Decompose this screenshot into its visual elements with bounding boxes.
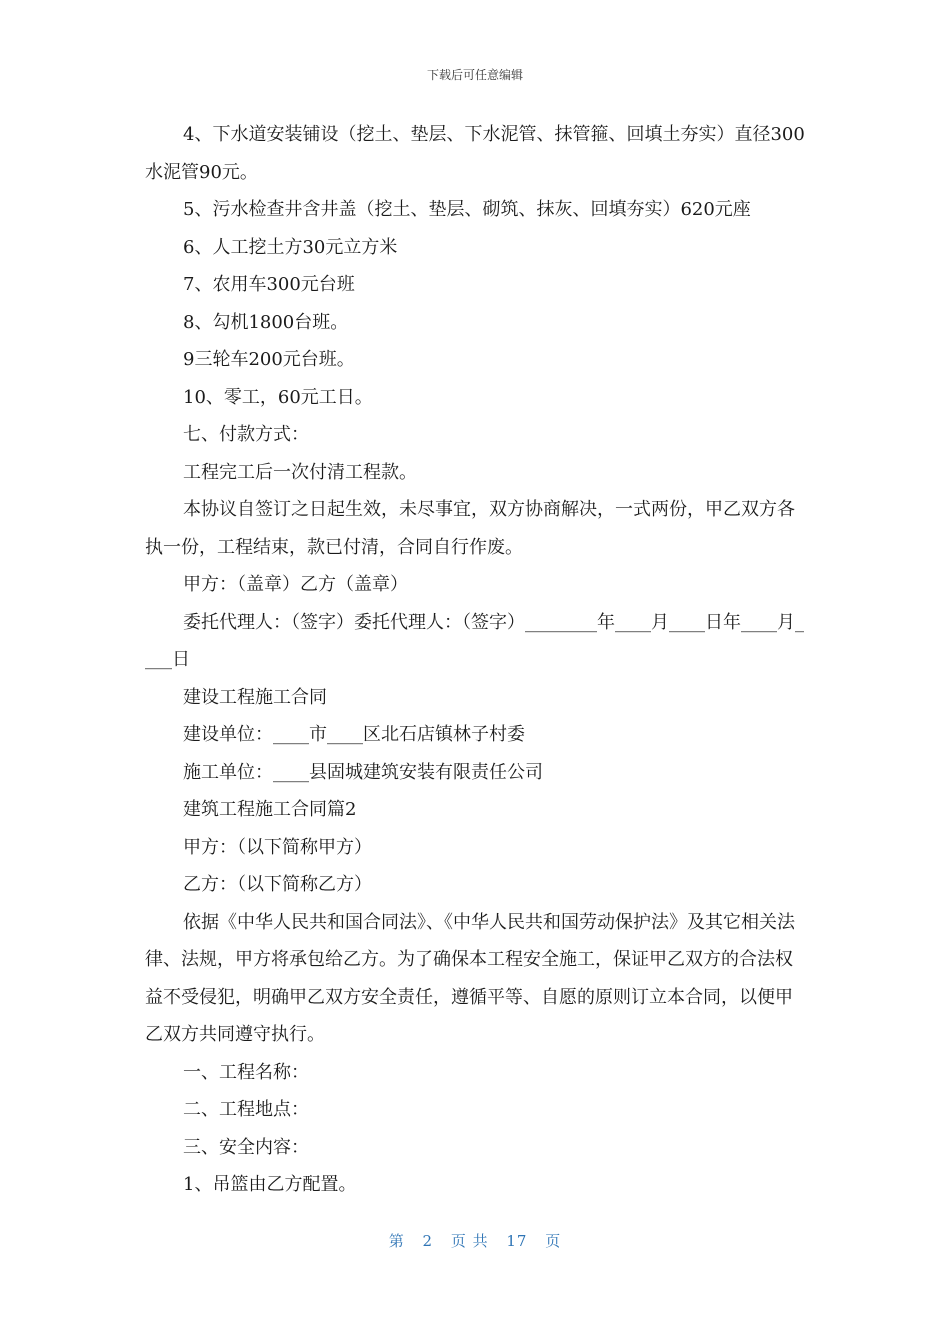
paragraph: 乙方：（以下简称乙方） (183, 874, 372, 895)
paragraph: 工程完工后一次付清工程款。 (183, 461, 417, 483)
footer-middle: 页 共 (450, 1232, 489, 1250)
contract-title: 建设工程施工合同 (183, 686, 327, 708)
contract-title: 建筑工程施工合同篇2 (183, 799, 357, 820)
paragraph: 5、污水检查井含井盖（挖土、垫层、砌筑、抹灰、回填夯实）620元座 (183, 199, 751, 220)
paragraph: 8、勾机1800台班。 (183, 311, 349, 333)
footer-prefix: 第 (388, 1232, 405, 1250)
paragraph: 4、下水道安装铺设（挖土、垫层、下水泥管、抹管箍、回填土夯实）直径300水泥管90元。 (145, 124, 805, 183)
section-heading: 一、工程名称： (183, 1061, 309, 1083)
signature-line: 委托代理人：（签字）委托代理人：（签字）________年____月____日年____月____日 (145, 611, 804, 670)
header-note: 下载后可任意编辑 (426, 68, 523, 82)
paragraph: 1、吊篮由乙方配置。 (183, 1174, 357, 1195)
signature-line: 甲方：（盖章）乙方（盖章） (183, 574, 408, 595)
paragraph: 建设单位：____市____区北石店镇林子村委 (183, 724, 525, 745)
section-heading: 二、工程地点： (183, 1099, 309, 1120)
paragraph: 甲方：（以下简称甲方） (183, 836, 372, 858)
section-heading: 七、付款方式： (183, 424, 309, 445)
paragraph: 本协议自签订之日起生效，未尽事宜，双方协商解决，一式两份，甲乙双方各执一份，工程结束，款已付清，合同自行作废。 (145, 499, 795, 558)
document-body (145, 116, 807, 1204)
footer-suffix: 页 (545, 1232, 562, 1250)
current-page: 2 (422, 1232, 434, 1250)
paragraph: 10、零工，60元工日。 (183, 386, 373, 408)
paragraph: 依据《中华人民共和国合同法》、《中华人民共和国劳动保护法》及其它相关法律、法规，甲方将承包给乙方。为了确保本工程安全施工，保证甲乙双方的合法权益不受侵犯，明确甲乙双方安全责任，遵循平等、自愿的原则订立本合同，以便甲乙双方共同遵守执行。 (145, 911, 795, 1045)
paragraph: 7、农用车300元台班 (183, 274, 355, 295)
total-pages: 17 (506, 1232, 528, 1250)
page-number-footer (0, 1230, 950, 1251)
section-heading: 三、安全内容： (183, 1136, 309, 1158)
paragraph: 9三轮车200元台班。 (183, 349, 355, 370)
paragraph: 6、人工挖土方30元立方米 (183, 236, 398, 258)
paragraph: 施工单位：____县固城建筑安装有限责任公司 (183, 761, 543, 783)
